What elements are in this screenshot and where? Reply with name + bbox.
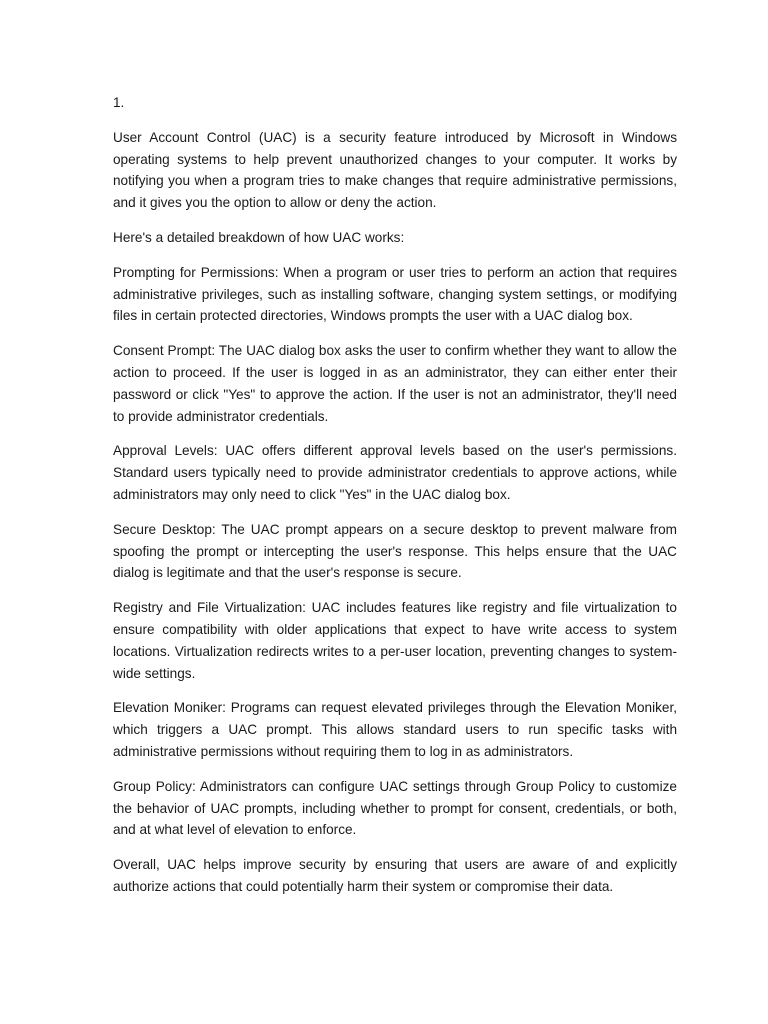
paragraph-overall: Overall, UAC helps improve security by ensuring that users are aware of and explicitly authorize actions that could potentially harm their system or compromise their data. — [113, 857, 677, 894]
paragraph-consent-prompt: Consent Prompt: The UAC dialog box asks the user to confirm whether they want to allow the action to proceed. If the user is logged in as an administrator, they can either enter their password or click "Yes" to approve the action. If the user is not an administrator, they'll need to provide administrator credentials. — [113, 343, 677, 424]
item-number: 1. — [113, 95, 125, 110]
paragraph-elevation-moniker: Elevation Moniker: Programs can request elevated privileges through the Elevation Moniker, which triggers a UAC prompt. This allows standard users to run specific tasks with administrative permissions without requiring them to log in as administrators. — [113, 700, 677, 759]
paragraph-secure-desktop: Secure Desktop: The UAC prompt appears on a secure desktop to prevent malware from spoofing the prompt or intercepting the user's response. This helps ensure that the UAC dialog is legitimate and that the user's response is secure. — [113, 521, 677, 581]
paragraph-group-policy: Group Policy: Administrators can configure UAC settings through Group Policy to customize the behavior of UAC prompts, including whether to prompt for consent, credentials, or both, and at what level of elevation to enforce. — [113, 778, 677, 838]
paragraph-intro: User Account Control (UAC) is a security feature introduced by Microsoft in Windows operating systems to help prevent unauthorized changes to your computer. It works by notifying you when a program tries to make changes that require administrative permissions, and it gives you the option to allow or deny the action. — [113, 129, 677, 211]
paragraph-breakdown-heading: Here's a detailed breakdown of how UAC works: — [113, 229, 405, 245]
paragraph-prompting-for-permissions: Prompting for Permissions: When a program or user tries to perform an action that requires administrative privileges, such as installing software, changing system settings, or modifying files in certain protected directories, Windows prompts the user with a UAC dialog box. — [113, 264, 677, 324]
paragraph-approval-levels: Approval Levels: UAC offers different approval levels based on the user's permissions. Standard users typically need to provide administrator credentials to approve actions, while administrators may only need to click "Yes" in the UAC dialog box. — [113, 443, 677, 502]
document-body — [113, 92, 677, 911]
paragraph-registry-file-virtualization: Registry and File Virtualization: UAC includes features like registry and file virtualization to ensure compatibility with older applications that expect to have write access to system locations. Virtualization redirects writes to a per-user location, preventing changes to system-wide settings. — [113, 600, 677, 681]
